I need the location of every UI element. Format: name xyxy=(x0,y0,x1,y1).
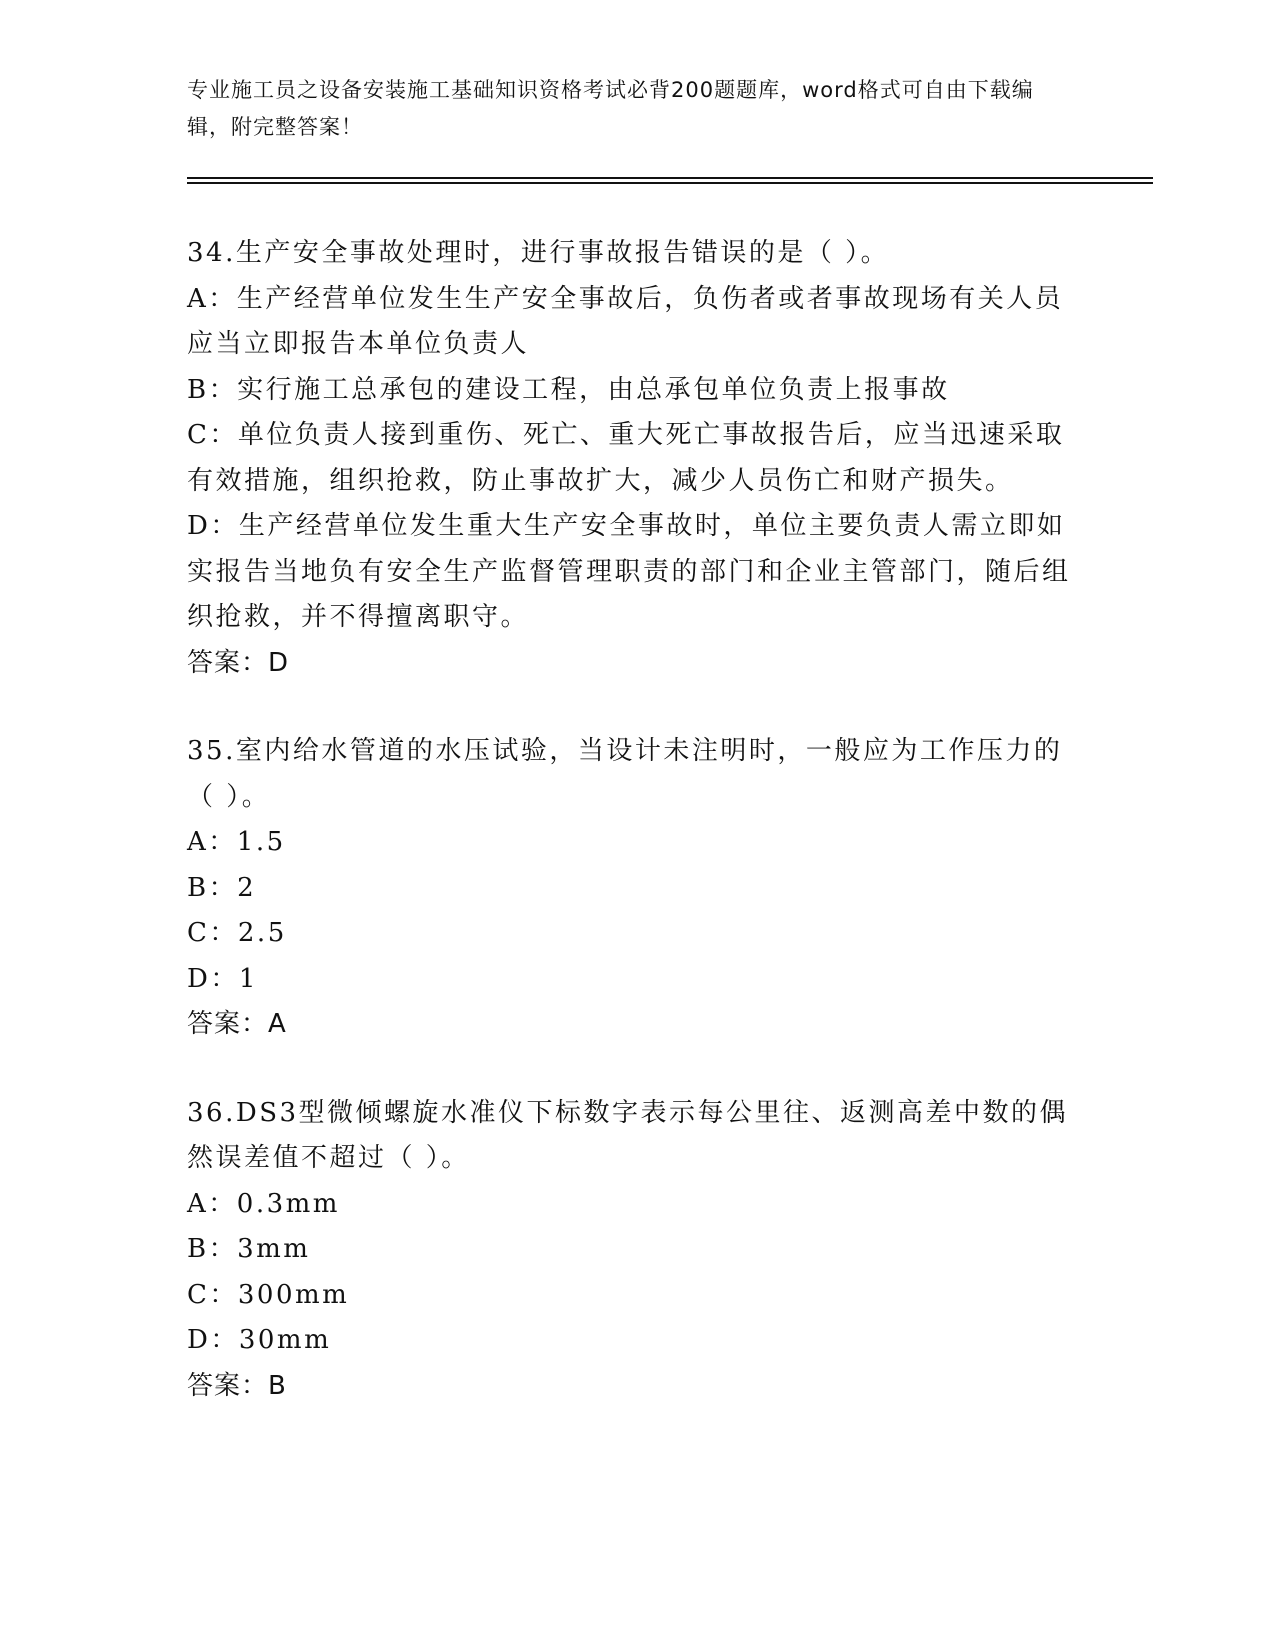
document-header: 专业施工员之设备安装施工基础知识资格考试必背200题题库，word格式可自由下载编辑，附完整答案！ xyxy=(187,78,1034,139)
option-a: A：生产经营单位发生生产安全事故后，负伤者或者事故现场有关人员应当立即报告本单位负责人 xyxy=(187,283,1064,359)
option-d: D：1 xyxy=(187,963,258,994)
question-34 xyxy=(187,231,1077,686)
option-b: B：3mm xyxy=(187,1234,311,1264)
header-rule-bottom xyxy=(187,182,1153,184)
option-b: B：2 xyxy=(187,872,257,903)
question-stem: 34.生产安全事故处理时，进行事故报告错误的是（ ）。 xyxy=(187,238,890,268)
option-c: C：单位负责人接到重伤、死亡、重大死亡事故报告后，应当迅速采取有效措施，组织抢救，防止事故扩大，减少人员伤亡和财产损失。 xyxy=(187,420,1065,496)
option-b: B：实行施工总承包的建设工程，由总承包单位负责上报事故 xyxy=(187,374,950,405)
answer-label: 答案：D xyxy=(187,647,290,678)
header-rule-top xyxy=(187,177,1153,179)
option-c: C：300mm xyxy=(187,1279,350,1310)
option-a: A：0.3mm xyxy=(187,1188,340,1219)
question-36 xyxy=(187,1091,1077,1410)
question-stem: 36.DS3型微倾螺旋水准仪下标数字表示每公里往、返测高差中数的偶然误差值不超过（ ）。 xyxy=(187,1097,1069,1173)
question-list xyxy=(187,231,1077,1452)
answer-label: 答案：A xyxy=(187,1009,287,1039)
question-35 xyxy=(187,729,1077,1048)
option-d: D：30mm xyxy=(187,1325,332,1355)
option-d: D：生产经营单位发生重大生产安全事故时，单位主要负责人需立即如实报告当地负有安全生产监督管理职责的部门和企业主管部门，随后组织抢救，并不得擅离职守。 xyxy=(187,511,1071,632)
option-c: C：2.5 xyxy=(187,918,287,948)
option-a: A：1.5 xyxy=(187,827,286,857)
question-stem: 35.室内给水管道的水压试验，当设计未注明时，一般应为工作压力的（ ）。 xyxy=(187,736,1063,812)
answer-label: 答案：B xyxy=(187,1370,287,1401)
